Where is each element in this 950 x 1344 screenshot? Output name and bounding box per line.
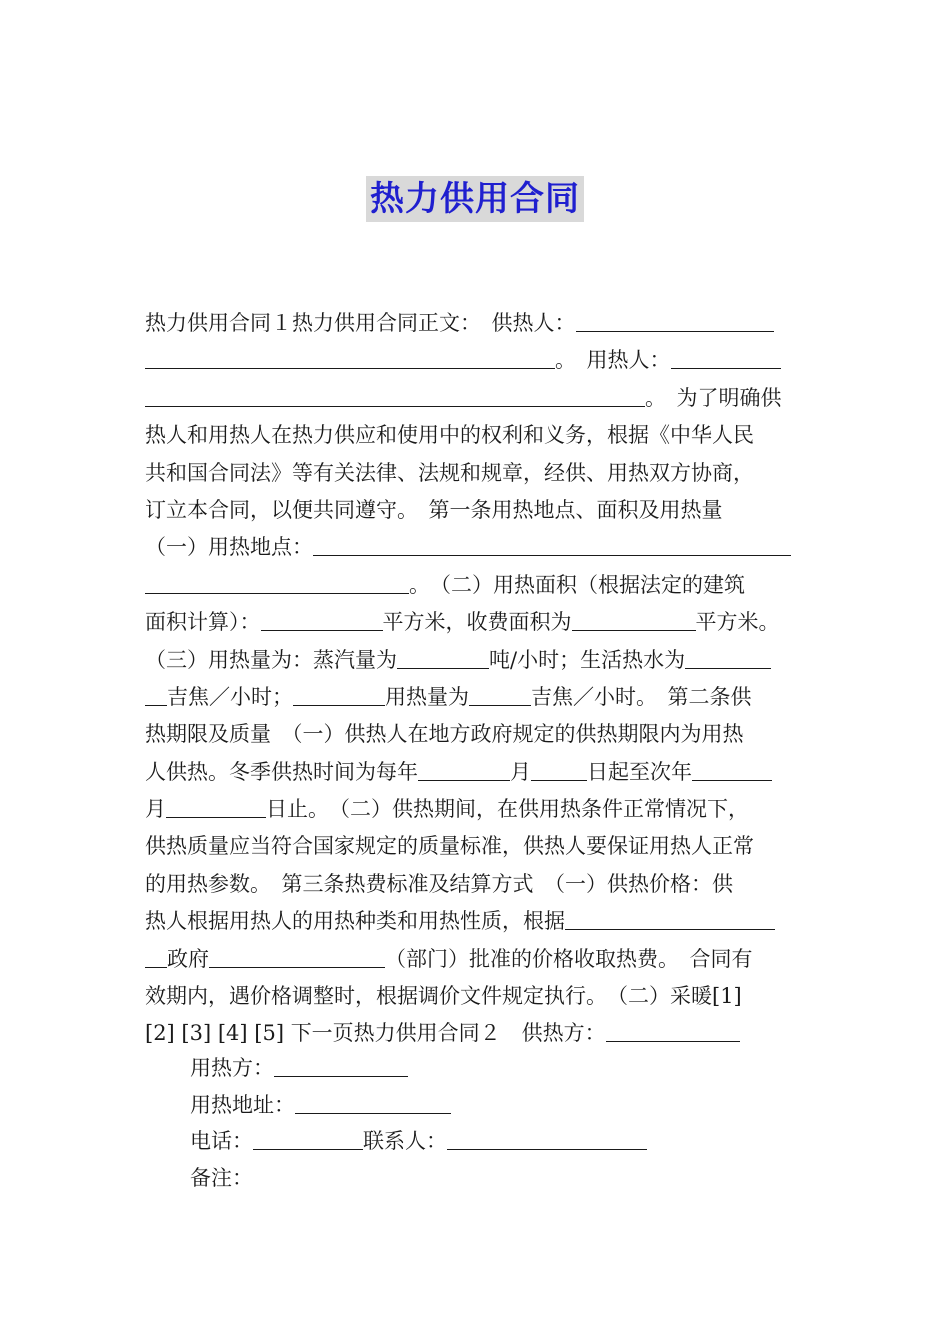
blank-field — [692, 758, 772, 781]
line-text: [2] [3] [4] [5] 下一页热力供用合同２ 供热方： — [145, 1021, 606, 1046]
blank-field — [671, 346, 781, 369]
blank-field — [565, 907, 775, 930]
note-row — [190, 1160, 647, 1197]
line-text: 热期限及质量 （一）供热人在地方政府规定的供热期限内为用热 — [145, 722, 744, 747]
body-line-11 — [145, 679, 807, 716]
line-text: 热人和用热人在热力供应和使用中的权利和义务，根据《中华人民 — [145, 423, 754, 448]
line-text: 月 — [145, 797, 166, 822]
line-text: 。 用热人： — [555, 348, 671, 373]
body-line-13 — [145, 754, 807, 791]
line-text: 月 — [510, 759, 531, 784]
body-line-6 — [145, 492, 807, 529]
body-line-15 — [145, 828, 807, 865]
line-text: 订立本合同，以便共同遵守。 第一条用热地点、面积及用热量 — [145, 497, 723, 522]
contact-label: 联系人： — [363, 1129, 447, 1153]
line-text: 平方米，收费面积为 — [382, 610, 572, 635]
blank-field — [606, 1019, 740, 1042]
contract-body — [145, 305, 807, 1053]
blank-field — [469, 683, 531, 706]
body-line-18 — [145, 941, 807, 978]
line-text: 。 （二）用热面积（根据法定的建筑 — [409, 572, 745, 597]
body-line-16 — [145, 866, 807, 903]
body-line-12 — [145, 716, 807, 753]
line-text: （三）用热量为：蒸汽量为 — [145, 647, 397, 672]
phone-blank — [253, 1127, 363, 1150]
user-label: 用热方： — [190, 1056, 274, 1080]
blank-field — [145, 384, 645, 407]
phone-row — [190, 1123, 647, 1160]
line-text: 人供热。冬季供热时间为每年 — [145, 759, 418, 784]
user-row — [190, 1050, 647, 1087]
line-text: 热人根据用热人的用热种类和用热性质，根据 — [145, 909, 565, 934]
document-title: 热力供用合同 — [366, 176, 584, 222]
blank-field — [145, 346, 555, 369]
phone-label: 电话： — [190, 1129, 253, 1153]
body-line-1 — [145, 305, 807, 342]
title-container — [0, 176, 950, 222]
line-text: 面积计算）： — [145, 610, 261, 635]
line-text: 用热量为 — [385, 684, 469, 709]
line-text: 日起至次年 — [587, 759, 692, 784]
line-text: 的用热参数。 第三条热费标准及结算方式 （一）供热价格：供 — [145, 871, 733, 896]
blank-field — [313, 533, 791, 556]
line-text: 吉焦／小时。 第二条供 — [531, 684, 752, 709]
line-text: 热力供用合同１热力供用合同正文： 供热人： — [145, 311, 576, 335]
blank-field — [418, 758, 510, 781]
note-label: 备注： — [190, 1165, 253, 1190]
blank-field — [145, 945, 167, 968]
body-line-14 — [145, 791, 807, 828]
body-line-8 — [145, 567, 807, 604]
address-blank — [295, 1091, 451, 1114]
address-label: 用热地址： — [190, 1092, 295, 1117]
line-text: 效期内，遇价格调整时，根据调价文件规定执行。 （二）采暖[1] — [145, 984, 742, 1009]
line-text: 政府 — [167, 946, 209, 971]
address-row — [190, 1087, 647, 1124]
line-text: 供热质量应当符合国家规定的质量标准，供热人要保证用热人正常 — [145, 834, 754, 859]
line-text: 平方米。 — [695, 610, 780, 635]
body-line-2 — [145, 342, 807, 379]
body-line-19 — [145, 978, 807, 1015]
blank-field — [531, 758, 587, 781]
blank-field — [145, 683, 167, 706]
blank-field — [166, 795, 266, 818]
body-line-4 — [145, 417, 807, 454]
line-text: 吉焦／小时； — [167, 684, 293, 709]
line-text: 。 为了明确供 — [645, 385, 782, 410]
line-text: 共和国合同法》等有关法律、法规和规章，经供、用热双方协商， — [145, 460, 754, 485]
body-line-20 — [145, 1015, 807, 1052]
line-text: 日止。 （二）供热期间，在供用热条件正常情况下， — [266, 797, 749, 822]
blank-field — [397, 646, 489, 669]
line-text: （一）用热地点： — [145, 535, 313, 560]
contact-blank — [447, 1127, 647, 1150]
body-line-17 — [145, 903, 807, 940]
line-text: （部门）批准的价格收取热费。 合同有 — [385, 946, 753, 971]
blank-field — [145, 571, 409, 594]
body-line-10 — [145, 642, 807, 679]
body-line-5 — [145, 455, 807, 492]
blank-field — [685, 646, 771, 669]
blank-field — [293, 683, 385, 706]
blank-field — [572, 608, 696, 631]
user-blank — [274, 1054, 408, 1077]
body-line-3 — [145, 380, 807, 417]
blank-field — [576, 309, 774, 332]
body-line-7 — [145, 529, 807, 566]
blank-field — [261, 608, 383, 631]
body-line-9 — [145, 604, 807, 641]
signature-block — [190, 1050, 647, 1196]
line-text: 吨/小时；生活热水为 — [489, 647, 686, 672]
blank-field — [209, 945, 385, 968]
